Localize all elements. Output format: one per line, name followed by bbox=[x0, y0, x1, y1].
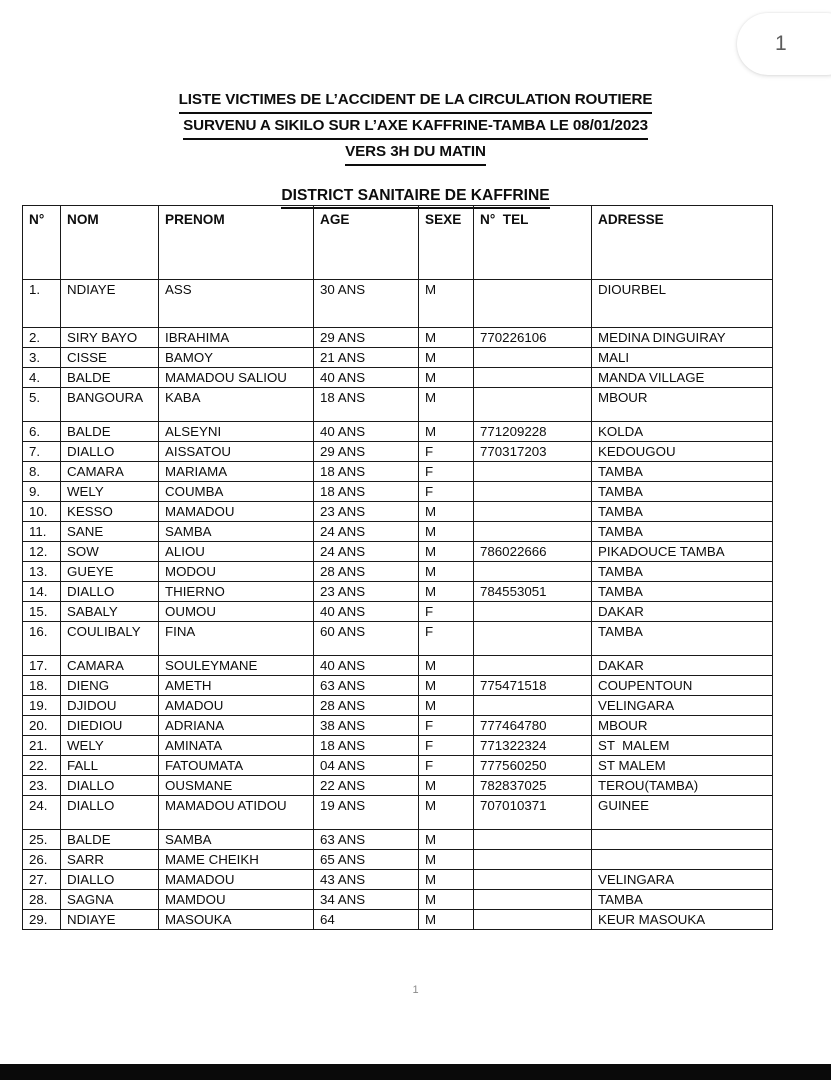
cell-prenom: SAMBA bbox=[159, 522, 314, 542]
cell-adresse: KOLDA bbox=[592, 422, 773, 442]
cell-age: 63 ANS bbox=[314, 830, 419, 850]
cell-num: 25. bbox=[23, 830, 61, 850]
cell-tel bbox=[474, 890, 592, 910]
cell-age: 64 bbox=[314, 910, 419, 930]
cell-age: 60 ANS bbox=[314, 622, 419, 656]
cell-adresse: TEROU(TAMBA) bbox=[592, 776, 773, 796]
cell-nom: KESSO bbox=[61, 502, 159, 522]
cell-prenom: OUMOU bbox=[159, 602, 314, 622]
table-row bbox=[23, 328, 773, 348]
title-line-3-text: VERS 3H DU MATIN bbox=[345, 140, 486, 166]
cell-nom: FALL bbox=[61, 756, 159, 776]
cell-age: 18 ANS bbox=[314, 482, 419, 502]
cell-age: 22 ANS bbox=[314, 776, 419, 796]
cell-nom: SAGNA bbox=[61, 890, 159, 910]
cell-age: 04 ANS bbox=[314, 756, 419, 776]
table-row bbox=[23, 910, 773, 930]
cell-sexe: M bbox=[419, 830, 474, 850]
cell-nom: SOW bbox=[61, 542, 159, 562]
cell-num: 16. bbox=[23, 622, 61, 656]
cell-adresse: MEDINA DINGUIRAY bbox=[592, 328, 773, 348]
cell-tel: 782837025 bbox=[474, 776, 592, 796]
table-row bbox=[23, 756, 773, 776]
cell-tel bbox=[474, 462, 592, 482]
cell-prenom: KABA bbox=[159, 388, 314, 422]
cell-adresse: TAMBA bbox=[592, 890, 773, 910]
table-row bbox=[23, 676, 773, 696]
cell-num: 17. bbox=[23, 656, 61, 676]
title-line-2 bbox=[0, 114, 831, 140]
cell-prenom: OUSMANE bbox=[159, 776, 314, 796]
cell-sexe: M bbox=[419, 676, 474, 696]
title-line-3 bbox=[0, 140, 831, 166]
cell-tel: 786022666 bbox=[474, 542, 592, 562]
title-line-1-text: LISTE VICTIMES DE L’ACCIDENT DE LA CIRCULATION ROUTIERE bbox=[179, 88, 653, 114]
bottom-black-bar bbox=[0, 1064, 831, 1080]
cell-age: 28 ANS bbox=[314, 696, 419, 716]
cell-tel bbox=[474, 388, 592, 422]
table-row bbox=[23, 656, 773, 676]
cell-prenom: FATOUMATA bbox=[159, 756, 314, 776]
cell-sexe: M bbox=[419, 522, 474, 542]
cell-age: 30 ANS bbox=[314, 280, 419, 328]
cell-num: 26. bbox=[23, 850, 61, 870]
cell-adresse: DIOURBEL bbox=[592, 280, 773, 328]
cell-age: 38 ANS bbox=[314, 716, 419, 736]
cell-num: 7. bbox=[23, 442, 61, 462]
cell-num: 1. bbox=[23, 280, 61, 328]
cell-prenom: AMADOU bbox=[159, 696, 314, 716]
cell-tel bbox=[474, 368, 592, 388]
cell-prenom: ALIOU bbox=[159, 542, 314, 562]
cell-tel: 784553051 bbox=[474, 582, 592, 602]
cell-age: 40 ANS bbox=[314, 656, 419, 676]
cell-nom: SABALY bbox=[61, 602, 159, 622]
title-line-1 bbox=[0, 88, 831, 114]
cell-adresse: MANDA VILLAGE bbox=[592, 368, 773, 388]
cell-adresse: ST MALEM bbox=[592, 756, 773, 776]
column-header-nom: NOM bbox=[61, 206, 159, 280]
table-row bbox=[23, 388, 773, 422]
cell-prenom: ASS bbox=[159, 280, 314, 328]
cell-sexe: M bbox=[419, 656, 474, 676]
cell-age: 43 ANS bbox=[314, 870, 419, 890]
table-row bbox=[23, 696, 773, 716]
cell-sexe: F bbox=[419, 736, 474, 756]
cell-sexe: M bbox=[419, 388, 474, 422]
table-row bbox=[23, 796, 773, 830]
table-row bbox=[23, 622, 773, 656]
cell-prenom: BAMOY bbox=[159, 348, 314, 368]
cell-adresse: KEDOUGOU bbox=[592, 442, 773, 462]
cell-adresse: MBOUR bbox=[592, 388, 773, 422]
cell-prenom: SOULEYMANE bbox=[159, 656, 314, 676]
cell-sexe: M bbox=[419, 890, 474, 910]
cell-sexe: M bbox=[419, 696, 474, 716]
cell-tel bbox=[474, 522, 592, 542]
cell-sexe: M bbox=[419, 348, 474, 368]
cell-adresse: TAMBA bbox=[592, 622, 773, 656]
document-heading bbox=[0, 88, 831, 209]
cell-tel bbox=[474, 656, 592, 676]
cell-num: 28. bbox=[23, 890, 61, 910]
victims-table-container bbox=[22, 205, 772, 930]
cell-sexe: F bbox=[419, 602, 474, 622]
table-row bbox=[23, 280, 773, 328]
cell-num: 12. bbox=[23, 542, 61, 562]
cell-sexe: F bbox=[419, 622, 474, 656]
cell-tel bbox=[474, 870, 592, 890]
table-row bbox=[23, 850, 773, 870]
cell-adresse: KEUR MASOUKA bbox=[592, 910, 773, 930]
cell-sexe: M bbox=[419, 562, 474, 582]
cell-tel bbox=[474, 562, 592, 582]
cell-tel bbox=[474, 910, 592, 930]
cell-num: 29. bbox=[23, 910, 61, 930]
cell-prenom: MAMADOU bbox=[159, 502, 314, 522]
cell-num: 22. bbox=[23, 756, 61, 776]
cell-prenom: MAMADOU bbox=[159, 870, 314, 890]
column-header-tel: N° TEL bbox=[474, 206, 592, 280]
cell-tel: 707010371 bbox=[474, 796, 592, 830]
table-row bbox=[23, 562, 773, 582]
cell-adresse: DAKAR bbox=[592, 656, 773, 676]
table-row bbox=[23, 716, 773, 736]
table-row bbox=[23, 502, 773, 522]
cell-tel: 777560250 bbox=[474, 756, 592, 776]
cell-nom: CAMARA bbox=[61, 462, 159, 482]
cell-sexe: F bbox=[419, 756, 474, 776]
cell-sexe: M bbox=[419, 422, 474, 442]
cell-adresse: TAMBA bbox=[592, 502, 773, 522]
cell-adresse: VELINGARA bbox=[592, 870, 773, 890]
cell-sexe: M bbox=[419, 502, 474, 522]
cell-prenom: MODOU bbox=[159, 562, 314, 582]
cell-age: 23 ANS bbox=[314, 582, 419, 602]
cell-nom: DIEDIOU bbox=[61, 716, 159, 736]
cell-num: 2. bbox=[23, 328, 61, 348]
table-row bbox=[23, 522, 773, 542]
cell-num: 13. bbox=[23, 562, 61, 582]
cell-num: 18. bbox=[23, 676, 61, 696]
cell-num: 20. bbox=[23, 716, 61, 736]
column-header-adresse: ADRESSE bbox=[592, 206, 773, 280]
cell-num: 24. bbox=[23, 796, 61, 830]
cell-prenom: IBRAHIMA bbox=[159, 328, 314, 348]
cell-prenom: ADRIANA bbox=[159, 716, 314, 736]
cell-nom: NDIAYE bbox=[61, 910, 159, 930]
cell-sexe: M bbox=[419, 870, 474, 890]
cell-tel bbox=[474, 502, 592, 522]
column-header-sexe: SEXE bbox=[419, 206, 474, 280]
cell-adresse bbox=[592, 850, 773, 870]
cell-prenom: MAME CHEIKH bbox=[159, 850, 314, 870]
cell-sexe: M bbox=[419, 368, 474, 388]
cell-num: 23. bbox=[23, 776, 61, 796]
cell-adresse: TAMBA bbox=[592, 482, 773, 502]
cell-nom: DIALLO bbox=[61, 582, 159, 602]
cell-tel bbox=[474, 482, 592, 502]
cell-nom: BANGOURA bbox=[61, 388, 159, 422]
cell-age: 18 ANS bbox=[314, 388, 419, 422]
table-row bbox=[23, 542, 773, 562]
cell-adresse: MALI bbox=[592, 348, 773, 368]
cell-adresse: PIKADOUCE TAMBA bbox=[592, 542, 773, 562]
victims-table-body bbox=[23, 280, 773, 930]
cell-prenom: MAMADOU ATIDOU bbox=[159, 796, 314, 830]
cell-tel bbox=[474, 830, 592, 850]
table-row bbox=[23, 582, 773, 602]
cell-age: 18 ANS bbox=[314, 462, 419, 482]
cell-prenom: AISSATOU bbox=[159, 442, 314, 462]
cell-num: 15. bbox=[23, 602, 61, 622]
cell-adresse: VELINGARA bbox=[592, 696, 773, 716]
cell-age: 40 ANS bbox=[314, 422, 419, 442]
cell-prenom: THIERNO bbox=[159, 582, 314, 602]
cell-age: 28 ANS bbox=[314, 562, 419, 582]
cell-num: 21. bbox=[23, 736, 61, 756]
cell-nom: BALDE bbox=[61, 368, 159, 388]
cell-age: 23 ANS bbox=[314, 502, 419, 522]
cell-sexe: F bbox=[419, 716, 474, 736]
table-row bbox=[23, 830, 773, 850]
table-row bbox=[23, 348, 773, 368]
column-header-num: N° bbox=[23, 206, 61, 280]
cell-nom: WELY bbox=[61, 736, 159, 756]
cell-age: 24 ANS bbox=[314, 542, 419, 562]
table-row bbox=[23, 442, 773, 462]
cell-prenom: MARIAMA bbox=[159, 462, 314, 482]
victims-table-head bbox=[23, 206, 773, 280]
cell-num: 4. bbox=[23, 368, 61, 388]
cell-nom: BALDE bbox=[61, 830, 159, 850]
cell-tel bbox=[474, 696, 592, 716]
column-header-age: AGE bbox=[314, 206, 419, 280]
cell-tel bbox=[474, 622, 592, 656]
cell-age: 18 ANS bbox=[314, 736, 419, 756]
cell-tel: 770317203 bbox=[474, 442, 592, 462]
cell-adresse: MBOUR bbox=[592, 716, 773, 736]
cell-tel bbox=[474, 280, 592, 328]
table-row bbox=[23, 368, 773, 388]
cell-tel: 770226106 bbox=[474, 328, 592, 348]
cell-nom: DIENG bbox=[61, 676, 159, 696]
cell-nom: SARR bbox=[61, 850, 159, 870]
cell-prenom: FINA bbox=[159, 622, 314, 656]
cell-prenom: MAMADOU SALIOU bbox=[159, 368, 314, 388]
cell-adresse: TAMBA bbox=[592, 582, 773, 602]
table-row bbox=[23, 890, 773, 910]
cell-prenom: MASOUKA bbox=[159, 910, 314, 930]
cell-nom: SIRY BAYO bbox=[61, 328, 159, 348]
cell-age: 34 ANS bbox=[314, 890, 419, 910]
cell-sexe: F bbox=[419, 482, 474, 502]
cell-sexe: M bbox=[419, 796, 474, 830]
table-row bbox=[23, 870, 773, 890]
cell-adresse: COUPENTOUN bbox=[592, 676, 773, 696]
cell-num: 19. bbox=[23, 696, 61, 716]
cell-sexe: M bbox=[419, 850, 474, 870]
table-row bbox=[23, 482, 773, 502]
table-header-row bbox=[23, 206, 773, 280]
cell-num: 9. bbox=[23, 482, 61, 502]
cell-age: 63 ANS bbox=[314, 676, 419, 696]
cell-num: 3. bbox=[23, 348, 61, 368]
cell-prenom: SAMBA bbox=[159, 830, 314, 850]
cell-nom: DIALLO bbox=[61, 442, 159, 462]
cell-sexe: M bbox=[419, 910, 474, 930]
cell-sexe: M bbox=[419, 542, 474, 562]
cell-nom: GUEYE bbox=[61, 562, 159, 582]
cell-num: 5. bbox=[23, 388, 61, 422]
cell-nom: NDIAYE bbox=[61, 280, 159, 328]
cell-sexe: F bbox=[419, 442, 474, 462]
cell-nom: DIALLO bbox=[61, 796, 159, 830]
table-row bbox=[23, 462, 773, 482]
cell-sexe: M bbox=[419, 328, 474, 348]
cell-tel bbox=[474, 348, 592, 368]
cell-adresse: GUINEE bbox=[592, 796, 773, 830]
page-number-badge-label: 1 bbox=[775, 32, 788, 55]
cell-age: 24 ANS bbox=[314, 522, 419, 542]
cell-nom: DIALLO bbox=[61, 776, 159, 796]
cell-adresse bbox=[592, 830, 773, 850]
cell-num: 27. bbox=[23, 870, 61, 890]
cell-adresse: TAMBA bbox=[592, 522, 773, 542]
cell-adresse: DAKAR bbox=[592, 602, 773, 622]
cell-tel: 771322324 bbox=[474, 736, 592, 756]
cell-age: 40 ANS bbox=[314, 602, 419, 622]
cell-num: 10. bbox=[23, 502, 61, 522]
footer-page-number-label: 1 bbox=[412, 984, 419, 996]
document-subtitle-text: DISTRICT SANITAIRE DE KAFFRINE bbox=[281, 185, 549, 209]
cell-prenom: AMETH bbox=[159, 676, 314, 696]
cell-nom: CISSE bbox=[61, 348, 159, 368]
cell-age: 29 ANS bbox=[314, 328, 419, 348]
cell-tel: 775471518 bbox=[474, 676, 592, 696]
cell-tel bbox=[474, 602, 592, 622]
page-number-badge[interactable] bbox=[737, 13, 831, 75]
cell-adresse: TAMBA bbox=[592, 562, 773, 582]
cell-num: 11. bbox=[23, 522, 61, 542]
cell-tel bbox=[474, 850, 592, 870]
cell-adresse: TAMBA bbox=[592, 462, 773, 482]
footer-page-number bbox=[0, 984, 831, 996]
table-row bbox=[23, 422, 773, 442]
cell-prenom: AMINATA bbox=[159, 736, 314, 756]
cell-nom: BALDE bbox=[61, 422, 159, 442]
cell-nom: DIALLO bbox=[61, 870, 159, 890]
cell-age: 19 ANS bbox=[314, 796, 419, 830]
cell-prenom: ALSEYNI bbox=[159, 422, 314, 442]
cell-nom: COULIBALY bbox=[61, 622, 159, 656]
cell-sexe: F bbox=[419, 462, 474, 482]
cell-sexe: M bbox=[419, 776, 474, 796]
cell-adresse: ST MALEM bbox=[592, 736, 773, 756]
cell-nom: CAMARA bbox=[61, 656, 159, 676]
table-row bbox=[23, 736, 773, 756]
cell-num: 6. bbox=[23, 422, 61, 442]
cell-age: 40 ANS bbox=[314, 368, 419, 388]
table-row bbox=[23, 776, 773, 796]
column-header-prenom: PRENOM bbox=[159, 206, 314, 280]
title-line-2-text: SURVENU A SIKILO SUR L’AXE KAFFRINE-TAMBA LE 08/01/2023 bbox=[183, 114, 648, 140]
cell-age: 29 ANS bbox=[314, 442, 419, 462]
cell-age: 65 ANS bbox=[314, 850, 419, 870]
cell-tel: 771209228 bbox=[474, 422, 592, 442]
cell-prenom: MAMDOU bbox=[159, 890, 314, 910]
cell-age: 21 ANS bbox=[314, 348, 419, 368]
cell-num: 14. bbox=[23, 582, 61, 602]
victims-table bbox=[22, 205, 773, 930]
cell-sexe: M bbox=[419, 582, 474, 602]
cell-num: 8. bbox=[23, 462, 61, 482]
table-row bbox=[23, 602, 773, 622]
cell-nom: SANE bbox=[61, 522, 159, 542]
cell-tel: 777464780 bbox=[474, 716, 592, 736]
cell-nom: DJIDOU bbox=[61, 696, 159, 716]
cell-prenom: COUMBA bbox=[159, 482, 314, 502]
cell-sexe: M bbox=[419, 280, 474, 328]
cell-nom: WELY bbox=[61, 482, 159, 502]
